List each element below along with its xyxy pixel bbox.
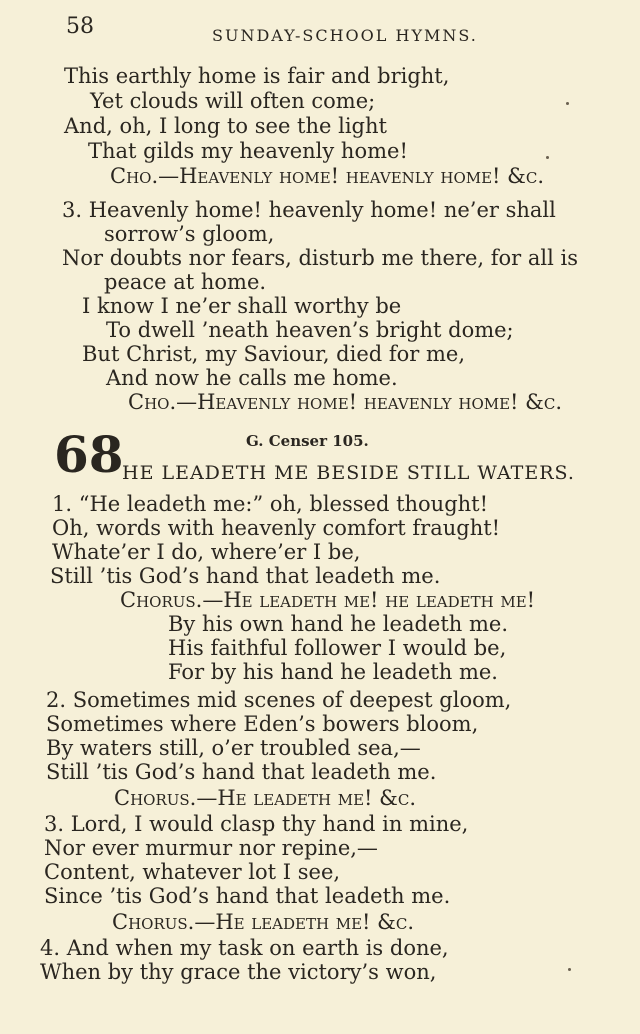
paper-speck [546, 156, 549, 159]
verse-line: peace at home. [104, 270, 267, 294]
verse-line: And, oh, I long to see the light [64, 114, 387, 138]
tune-reference: G. Censer 105. [246, 432, 369, 450]
verse-line: Whate’er I do, where’er I be, [52, 540, 361, 564]
verse-line: That gilds my heavenly home! [88, 139, 408, 163]
verse-line: Since ’tis God’s hand that leadeth me. [44, 884, 451, 908]
verse-line: Sometimes where Eden’s bowers bloom, [46, 712, 479, 736]
verse-line: 4. And when my task on earth is done, [40, 936, 449, 960]
chorus-line: Cho.—Heavenly home! heavenly home! &c. [128, 390, 563, 414]
verse-line: Content, whatever lot I see, [44, 860, 341, 884]
verse-line: sorrow’s gloom, [104, 222, 275, 246]
hymn-number: 68 [54, 425, 124, 484]
chorus-line: His faithful follower I would be, [168, 636, 507, 660]
verse-line: 3. Lord, I would clasp thy hand in mine, [44, 812, 469, 836]
verse-line: But Christ, my Saviour, died for me, [82, 342, 466, 366]
paper-speck [566, 102, 569, 105]
verse-line: 2. Sometimes mid scenes of deepest gloom, [46, 688, 512, 712]
verse-line: 1. “He leadeth me:” oh, blessed thought! [52, 492, 489, 516]
chorus-line: Chorus.—He leadeth me! &c. [114, 786, 417, 810]
running-title: SUNDAY-SCHOOL HYMNS. [212, 26, 478, 45]
chorus-line: Cho.—Heavenly home! heavenly home! &c. [110, 164, 545, 188]
chorus-line: Chorus.—He leadeth me! he leadeth me! [120, 588, 536, 612]
verse-line: Oh, words with heavenly comfort fraught! [52, 516, 501, 540]
verse-line: I know I ne’er shall worthy be [82, 294, 402, 318]
verse-line: This earthly home is fair and bright, [64, 64, 450, 88]
verse-line: And now he calls me home. [106, 366, 398, 390]
paper-speck [568, 968, 571, 971]
verse-line: When by thy grace the victory’s won, [40, 960, 437, 984]
verse-line: Still ’tis God’s hand that leadeth me. [50, 564, 441, 588]
verse-line: Still ’tis God’s hand that leadeth me. [46, 760, 437, 784]
verse-line: 3. Heavenly home! heavenly home! ne’er shall [62, 198, 556, 222]
verse-line: To dwell ’neath heaven’s bright dome; [106, 318, 514, 342]
chorus-line: By his own hand he leadeth me. [168, 612, 508, 636]
verse-line: Nor ever murmur nor repine,— [44, 836, 378, 860]
hymn-title: HE LEADETH ME BESIDE STILL WATERS. [122, 462, 575, 484]
chorus-line: For by his hand he leadeth me. [168, 660, 498, 684]
page-number: 58 [66, 14, 94, 39]
verse-line: Nor doubts nor fears, disturb me there, for all is [62, 246, 578, 270]
verse-line: Yet clouds will often come; [90, 89, 376, 113]
verse-line: By waters still, o’er troubled sea,— [46, 736, 421, 760]
chorus-line: Chorus.—He leadeth me! &c. [112, 910, 415, 934]
